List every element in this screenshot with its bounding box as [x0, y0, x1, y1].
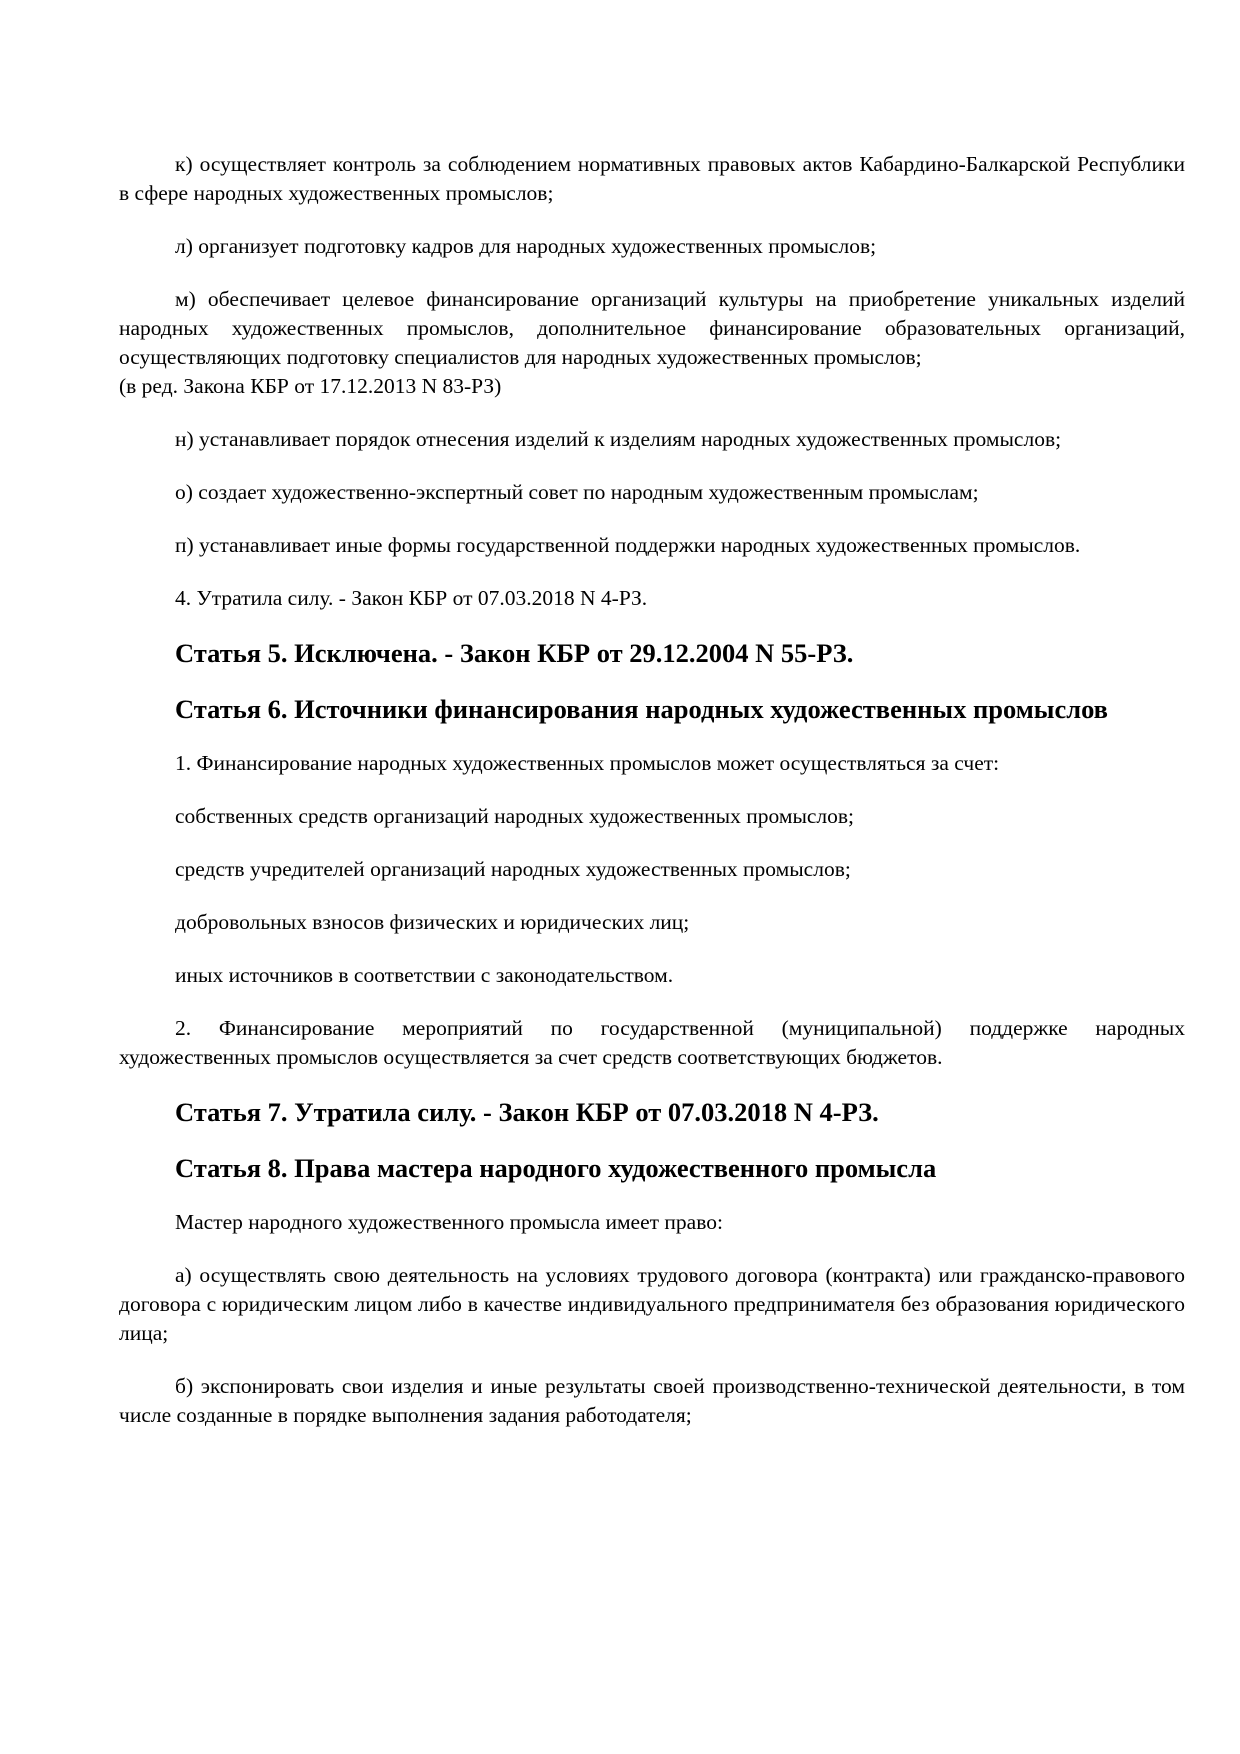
article-8-heading: Статья 8. Права мастера народного художественного промысла: [175, 1153, 937, 1183]
list-item: иных источников в соответствии с законодательством.: [175, 963, 674, 987]
article-6-paragraph-1: 1. Финансирование народных художественных промыслов может осуществляться за счет:: [175, 751, 1000, 775]
article-5-heading: Статья 5. Исключена. - Закон КБР от 29.12.2004 N 55-РЗ.: [175, 638, 854, 668]
article-6-heading: Статья 6. Источники финансирования народных художественных промыслов: [175, 694, 1108, 724]
paragraph-4: 4. Утратила силу. - Закон КБР от 07.03.2018 N 4-РЗ.: [175, 586, 648, 610]
paragraph-l: л) организует подготовку кадров для народных художественных промыслов;: [175, 234, 877, 258]
article-8-item-b: б) экспонировать свои изделия и иные результаты своей производственно-технической деятельности, в том числе созданные в порядке выполнения задания работодателя;: [119, 1374, 1185, 1427]
document-page: [119, 150, 1185, 1454]
article-6-paragraph-2: 2. Финансирование мероприятий по государственной (муниципальной) поддержке народных художественных промыслов осуществляется за счет средств соответствующих бюджетов.: [119, 1016, 1185, 1069]
paragraph-p: п) устанавливает иные формы государственной поддержки народных художественных промыслов.: [175, 533, 1081, 557]
paragraph-k: к) осуществляет контроль за соблюдением нормативных правовых актов Кабардино-Балкарской Республики в сфере народных художественных промыслов;: [119, 152, 1185, 205]
paragraph-n: н) устанавливает порядок отнесения изделий к изделиям народных художественных промыслов;: [175, 427, 1062, 451]
article-8-item-a: а) осуществлять свою деятельность на условиях трудового договора (контракта) или гражданско-правового договора с юридическим лицом либо в качестве индивидуального предпринимателя без образования юридического лица;: [119, 1263, 1185, 1345]
list-item: собственных средств организаций народных художественных промыслов;: [175, 804, 855, 828]
article-8-intro: Мастер народного художественного промысла имеет право:: [175, 1210, 723, 1234]
list-item: добровольных взносов физических и юридических лиц;: [175, 910, 690, 934]
list-item: средств учредителей организаций народных художественных промыслов;: [175, 857, 851, 881]
amendment-note: (в ред. Закона КБР от 17.12.2013 N 83-РЗ): [119, 374, 502, 398]
paragraph-m: м) обеспечивает целевое финансирование организаций культуры на приобретение уникальных изделий народных художественных промыслов, дополнительное финансирование образовательных организаций, осуществляющих подготовку специалистов для народных художественных промыслов;: [119, 287, 1185, 369]
article-7-heading: Статья 7. Утратила силу. - Закон КБР от 07.03.2018 N 4-РЗ.: [175, 1097, 879, 1127]
paragraph-o: о) создает художественно-экспертный совет по народным художественным промыслам;: [175, 480, 979, 504]
